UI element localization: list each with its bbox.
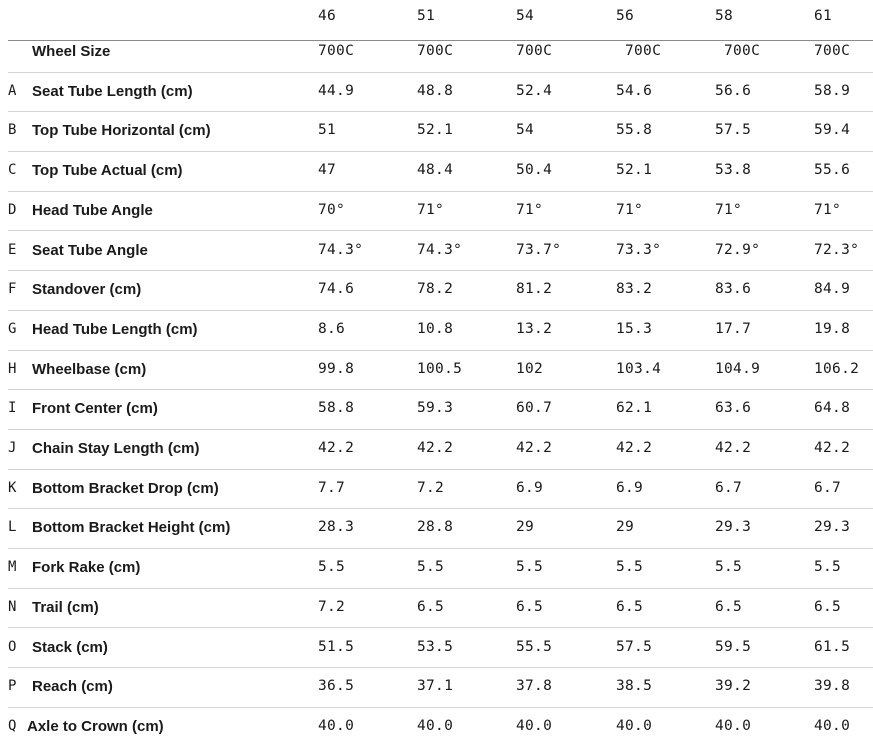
table-cell: 29 [616, 519, 635, 536]
table-row [8, 389, 873, 430]
table-cell: 72.3° [814, 241, 860, 258]
table-cell: 38.5 [616, 678, 653, 695]
table-cell: 59.5 [715, 638, 752, 655]
table-cell: 61.5 [814, 638, 851, 655]
column-header-size: 56 [616, 8, 635, 24]
row-letter: Q [8, 717, 17, 734]
row-letter: D [8, 201, 17, 218]
table-cell: 40.0 [516, 717, 553, 734]
table-cell: 53.8 [715, 162, 752, 179]
table-cell: 42.2 [516, 440, 553, 456]
row-letter: B [8, 122, 17, 139]
table-cell: 6.5 [814, 598, 842, 615]
table-row [8, 111, 873, 152]
row-label: Head Tube Length (cm) [32, 320, 198, 338]
table-cell: 6.9 [516, 479, 544, 496]
row-letter: I [8, 400, 17, 417]
table-row [8, 151, 873, 192]
table-cell: 73.3° [616, 241, 662, 258]
table-row [8, 32, 873, 73]
row-letter: L [8, 519, 17, 536]
table-cell: 59.3 [417, 400, 454, 417]
table-cell: 6.9 [616, 479, 644, 496]
table-cell: 5.5 [417, 559, 445, 576]
column-header-size: 51 [417, 8, 436, 24]
table-cell: 104.9 [715, 360, 761, 377]
table-cell: 6.7 [814, 479, 842, 496]
table-cell: 71° [417, 201, 445, 218]
table-cell: 5.5 [616, 559, 644, 576]
row-label: Chain Stay Length (cm) [32, 440, 200, 457]
table-cell: 10.8 [417, 320, 454, 337]
table-cell: 42.2 [318, 440, 355, 456]
table-cell: 42.2 [417, 440, 454, 456]
table-cell: 6.5 [516, 598, 544, 615]
row-letter: G [8, 320, 17, 337]
table-cell: 51.5 [318, 638, 355, 655]
row-letter: H [8, 360, 17, 377]
table-cell: 39.2 [715, 678, 752, 695]
row-label: Seat Tube Angle [32, 241, 148, 259]
table-cell: 54.6 [616, 82, 653, 99]
table-cell: 7.2 [417, 479, 445, 496]
table-cell: 48.8 [417, 82, 454, 99]
table-row [8, 628, 873, 669]
row-letter: O [8, 638, 17, 655]
row-label: Bottom Bracket Drop (cm) [32, 479, 219, 497]
table-cell: 8.6 [318, 320, 346, 337]
table-cell: 83.6 [715, 281, 752, 298]
table-row [8, 508, 873, 549]
table-cell: 52.1 [417, 122, 454, 139]
table-cell: 71° [516, 201, 544, 218]
table-cell: 5.5 [814, 559, 842, 576]
table-cell: 28.8 [417, 519, 454, 536]
table-cell: 74.3° [417, 241, 463, 258]
table-cell: 42.2 [814, 440, 851, 456]
row-label: Head Tube Angle [32, 201, 153, 219]
table-cell: 39.8 [814, 678, 851, 695]
table-cell: 700C [516, 43, 553, 59]
table-cell: 44.9 [318, 82, 355, 99]
table-row [8, 429, 873, 470]
row-label: Axle to Crown (cm) [27, 717, 164, 735]
table-row [8, 310, 873, 351]
table-cell: 37.1 [417, 678, 454, 695]
table-cell: 48.4 [417, 162, 454, 179]
row-letter: A [8, 82, 17, 99]
table-cell: 28.3 [318, 519, 355, 536]
table-cell: 5.5 [715, 559, 743, 576]
table-cell: 81.2 [516, 281, 553, 298]
table-cell: 42.2 [616, 440, 653, 456]
table-cell: 6.7 [715, 479, 743, 496]
table-cell: 56.6 [715, 82, 752, 99]
table-cell: 53.5 [417, 638, 454, 655]
table-row [8, 469, 873, 510]
table-cell: 70° [318, 201, 346, 218]
row-letter: F [8, 281, 17, 298]
table-cell: 40.0 [616, 717, 653, 734]
table-cell: 47 [318, 162, 337, 179]
table-cell: 37.8 [516, 678, 553, 695]
table-cell: 700C [318, 43, 355, 59]
table-cell: 55.6 [814, 162, 851, 179]
table-cell: 51 [318, 122, 337, 139]
table-cell: 60.7 [516, 400, 553, 417]
table-cell: 40.0 [715, 717, 752, 734]
table-cell: 40.0 [814, 717, 851, 734]
table-row [8, 588, 873, 629]
row-label: Top Tube Horizontal (cm) [32, 122, 211, 140]
row-letter: C [8, 162, 17, 179]
row-letter: E [8, 241, 17, 258]
table-cell: 72.9° [715, 241, 761, 258]
table-cell: 54 [516, 122, 535, 139]
table-cell: 5.5 [318, 559, 346, 576]
row-label: Reach (cm) [32, 678, 113, 696]
row-label: Trail (cm) [32, 598, 99, 616]
table-cell: 36.5 [318, 678, 355, 695]
table-cell: 62.1 [616, 400, 653, 417]
table-cell: 7.7 [318, 479, 346, 496]
table-cell: 59.4 [814, 122, 851, 139]
table-cell: 13.2 [516, 320, 553, 337]
table-cell: 6.5 [616, 598, 644, 615]
row-letter: N [8, 598, 17, 615]
table-cell: 99.8 [318, 360, 355, 377]
row-letter: M [8, 559, 17, 576]
table-cell: 58.9 [814, 82, 851, 99]
column-header-size: 61 [814, 8, 833, 24]
table-cell: 700C [814, 43, 851, 59]
table-cell: 71° [814, 201, 842, 218]
table-cell: 5.5 [516, 559, 544, 576]
table-cell: 103.4 [616, 360, 662, 377]
row-label: Standover (cm) [32, 281, 142, 299]
table-cell: 84.9 [814, 281, 851, 298]
row-label: Wheelbase (cm) [32, 360, 147, 378]
table-cell: 57.5 [715, 122, 752, 139]
table-cell: 55.5 [516, 638, 553, 655]
table-cell: 106.2 [814, 360, 860, 377]
table-cell: 74.3° [318, 241, 364, 258]
column-header-size: 46 [318, 8, 337, 24]
table-cell: 15.3 [616, 320, 653, 337]
table-row [8, 270, 873, 311]
table-cell: 42.2 [715, 440, 752, 456]
table-cell: 71° [616, 201, 644, 218]
table-cell: 74.6 [318, 281, 355, 298]
table-cell: 40.0 [417, 717, 454, 734]
table-cell: 102 [516, 360, 544, 377]
row-label: Seat Tube Length (cm) [32, 82, 193, 100]
table-row [8, 191, 873, 232]
table-cell: 700C [724, 43, 761, 59]
table-row [8, 231, 873, 272]
table-cell: 29.3 [814, 519, 851, 536]
table-cell: 58.8 [318, 400, 355, 417]
row-label: Top Tube Actual (cm) [32, 162, 183, 180]
row-letter: J [8, 440, 17, 456]
table-cell: 29 [516, 519, 535, 536]
row-label: Bottom Bracket Height (cm) [32, 519, 231, 537]
column-header-size: 58 [715, 8, 734, 24]
table-cell: 78.2 [417, 281, 454, 298]
table-cell: 52.4 [516, 82, 553, 99]
row-label: Wheel Size [32, 43, 111, 60]
row-label: Stack (cm) [32, 638, 108, 656]
column-header-size: 54 [516, 8, 535, 24]
table-cell: 19.8 [814, 320, 851, 337]
table-cell: 29.3 [715, 519, 752, 536]
table-cell: 63.6 [715, 400, 752, 417]
table-row [8, 350, 873, 391]
table-cell: 100.5 [417, 360, 463, 377]
table-cell: 55.8 [616, 122, 653, 139]
table-cell: 6.5 [417, 598, 445, 615]
table-cell: 40.0 [318, 717, 355, 734]
table-cell: 52.1 [616, 162, 653, 179]
table-cell: 83.2 [616, 281, 653, 298]
row-letter: K [8, 479, 17, 496]
table-cell: 7.2 [318, 598, 346, 615]
table-cell: 64.8 [814, 400, 851, 417]
table-row [8, 667, 873, 708]
table-cell: 71° [715, 201, 743, 218]
table-cell: 700C [625, 43, 662, 59]
row-label: Fork Rake (cm) [32, 559, 141, 577]
table-row [8, 72, 873, 113]
table-cell: 73.7° [516, 241, 562, 258]
row-label: Front Center (cm) [32, 400, 158, 418]
table-row [8, 707, 873, 747]
table-cell: 700C [417, 43, 454, 59]
table-row [8, 548, 873, 589]
table-cell: 6.5 [715, 598, 743, 615]
table-cell: 57.5 [616, 638, 653, 655]
table-cell: 50.4 [516, 162, 553, 179]
table-cell: 17.7 [715, 320, 752, 337]
row-letter: P [8, 678, 17, 695]
